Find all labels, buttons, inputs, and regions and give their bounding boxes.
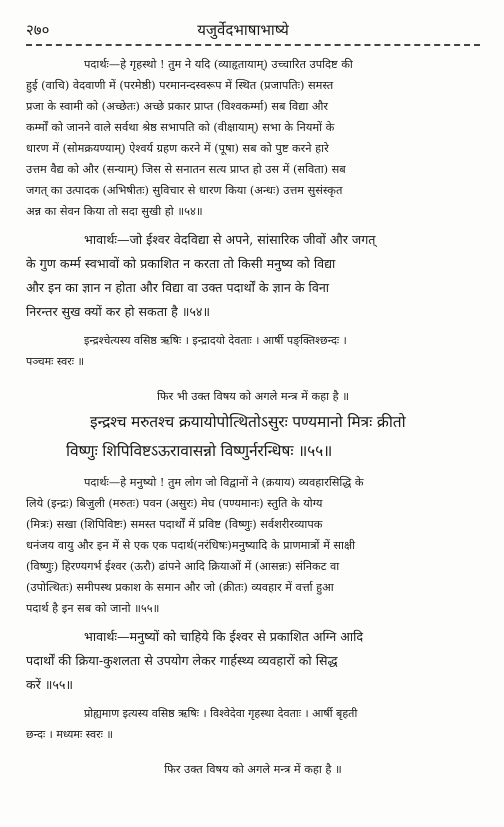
text-line: (विष्णुः) हिरण्यगर्भ ईश्वर (ऊरौ) ढांपने आदि क्रियाओं में (आसन्नः) संनिकट वा: [26, 560, 340, 573]
text-line: हुई (वाचि) वेदवाणी में (परमेष्ठी) परमानन्दस्वरूप में स्थित (प्रजापतिः) समस्त: [26, 79, 334, 92]
text-line: लिये (इन्द्रः) बिजुली (मरुतः) पवन (असुरः) मेघ (पण्यमानः) स्तुति के योग्य: [26, 497, 323, 510]
mantra-line: इन्द्रश्च मरुतश्च क्रयायोपोत्थितोऽसुरः पण्यमानो मित्रः क्रीतो: [90, 413, 406, 431]
text-line: पञ्चमः स्वरः ॥: [26, 355, 85, 368]
text-line: भावार्थः—मनुष्यों को चाहिये कि ईश्वर से प्रकाशित अग्नि आदि: [84, 629, 364, 644]
text-line: उत्तम वैद्य को और (सन्याम्) जिस से सनातन सत्य प्राप्त हो उस में (सविता) सब: [26, 163, 346, 176]
text-line: धनंजय वायु और इन में से एक एक पदार्थ(नरंधिषः)मनुष्यादि के प्राणमात्रों में साक्षी: [26, 539, 356, 552]
rishi-devata-line-55: [26, 330, 480, 372]
text-line: अन्न का सेवन किया तो सदा सुखी हो ॥५४॥: [26, 205, 203, 218]
page-header: [26, 20, 480, 40]
intro-line: फिर भी उक्त विषय को अगले मन्त्र में कहा है ॥: [156, 390, 350, 403]
text-line: पदार्थ है इन सब को जानो ॥५५॥: [26, 602, 160, 615]
text-line: धारण में (सोमक्रयण्याम्) ऐश्वर्य ग्रहण करने में (पूषा) सब को पुष्ट करने हारे: [26, 142, 329, 155]
text-line: पदार्थः—हे मनुष्यो ! तुम लोग जो विद्वानों ने (क्रयाय) व्यवहारसिद्धि के: [84, 476, 364, 489]
bhavartha-paragraph-55: [26, 625, 480, 697]
padartha-paragraph-54: [26, 54, 480, 222]
text-line: प्रजा के स्वामी को (अच्छेतः) अच्छे प्रकार प्राप्त (विश्वकर्म्मा) सब विद्या और: [26, 100, 329, 113]
header-rule: [26, 44, 480, 46]
text-line: पदार्थः—हे गृहस्थो ! तुम ने यदि (व्याहृतायाम्) उच्चारित उपदिष्ट की: [84, 58, 353, 71]
text-line: निरन्तर सुख क्यों कर हो सकता है ॥५४॥: [26, 304, 211, 319]
page-number: २७०: [26, 21, 50, 39]
text-line: और इन का ज्ञान न होता और विद्या वा उक्त पदार्थों के ज्ञान के विना: [26, 280, 330, 295]
mantra-line: विष्णुः शिपिविष्टऽऊरावासन्नो विष्णुर्नरन्धिषः ॥५५॥: [66, 442, 333, 460]
footer-intro-line: फिर उक्त विषय को अगले मन्त्र में कहा है ॥: [164, 763, 342, 776]
text-line: जगत् का उत्पादक (अभिषीतः) सुविचार से धारण किया (अन्धः) उत्तम सुसंस्कृत: [26, 184, 343, 197]
rishi-devata-line-56: [26, 703, 480, 745]
running-title: यजुर्वेदभाषाभाष्ये: [197, 21, 289, 39]
text-line: छन्दः । मध्यमः स्वरः ॥: [26, 728, 113, 741]
text-line: के गुण कर्म्म स्वभावों को प्रकाशित न करता तो किसी मनुष्य को विद्या: [26, 256, 336, 271]
text-line: पदार्थों की क्रिया-कुशलता से उपयोग लेकर गार्हस्थ्य व्यवहारों को सिद्ध: [26, 653, 338, 668]
padartha-paragraph-55: [26, 472, 480, 619]
text-line: कर्म्मों को जानने वाले सर्वथा श्रेष्ठ सभापति को (वीक्षायाम्) सभा के नियमों के: [26, 121, 335, 134]
text-line: प्रोह्यमाण इत्यस्य वसिष्ठ ऋषिः । विश्वेदेवा गृहस्था देवताः । आर्षी बृहती: [84, 707, 358, 720]
text-line: भावार्थः—जो ईश्वर वेदविद्या से अपने, सांसारिक जीवों और जगत्: [84, 232, 376, 247]
text-line: इन्द्रश्चेत्यस्य वसिष्ठ ऋषिः । इन्द्रादयो देवताः । आर्षी पङ्क्तिश्छन्दः ।: [84, 334, 347, 347]
text-line: करें ॥५५॥: [26, 677, 74, 692]
text-line: (उपोत्थितः) समीपस्थ प्रकाश के समान और जो (क्रीतः) व्यवहार में वर्त्ता हुआ: [26, 581, 334, 594]
mantra-55: [26, 408, 480, 466]
bhavartha-paragraph-54: [26, 228, 480, 324]
text-line: (मित्रः) सखा (शिपिविष्टः) समस्त पदार्थों में प्रविष्ट (विष्णुः) सर्वशरीरव्यापक: [26, 518, 323, 531]
